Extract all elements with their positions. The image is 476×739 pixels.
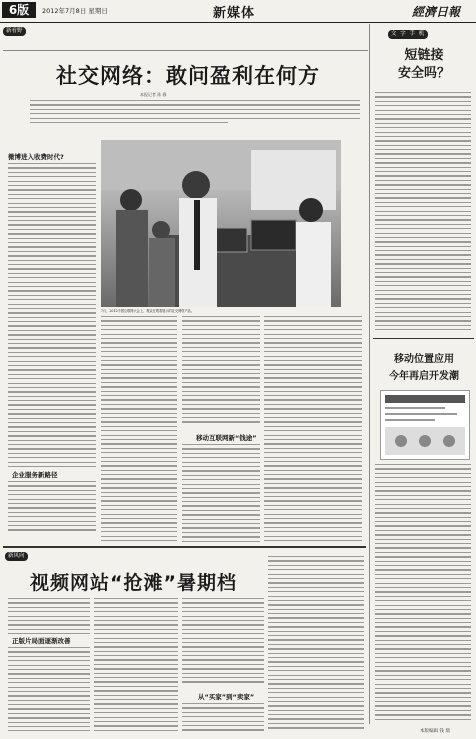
section-divider bbox=[3, 546, 366, 548]
newspaper-logo: 經濟日報 bbox=[412, 5, 461, 19]
article2-col-1a bbox=[8, 598, 90, 634]
sidebar-title-line2: 安全吗？ bbox=[397, 66, 450, 81]
article2-col-4 bbox=[268, 556, 364, 731]
article-tag: 新看野 bbox=[3, 27, 26, 36]
edition-number: 6版 bbox=[2, 2, 36, 18]
divider bbox=[3, 50, 368, 51]
article2-col-3a bbox=[182, 598, 264, 686]
subhead-1: 微博进入收费时代? bbox=[8, 153, 64, 161]
sidebar-graphic bbox=[380, 390, 470, 460]
article2-headline: 视频网站“抢滩”暑期档 bbox=[30, 572, 237, 594]
body-column-2 bbox=[101, 316, 177, 544]
body-column-4 bbox=[264, 316, 362, 544]
app-screen-graphic bbox=[381, 391, 469, 459]
sidebar-article2-text bbox=[375, 464, 471, 721]
photo-exhibition-booth bbox=[101, 140, 341, 307]
subhead-3: 企业服务新路径 bbox=[12, 471, 58, 479]
photo-caption: 7月，2012中国互联网大会上，观众在观看展示的社交网络产品。 bbox=[101, 309, 195, 313]
sidebar-article2-title1: 移动位置应用 bbox=[394, 354, 454, 365]
article2-subhead-1: 正版片局面逐渐改善 bbox=[12, 637, 71, 645]
sidebar-article1-text bbox=[375, 92, 471, 330]
article2-subhead-2: 从“买家”到“卖家” bbox=[198, 693, 255, 701]
article-lead bbox=[30, 100, 360, 132]
sidebar-divider bbox=[373, 338, 474, 339]
body-column-1 bbox=[8, 163, 96, 468]
article2-col-3b bbox=[182, 703, 264, 731]
page-header bbox=[0, 0, 476, 23]
sidebar-tag: 文 字 手 机 bbox=[388, 30, 428, 39]
section-title: 新媒体 bbox=[213, 6, 256, 21]
issue-date: 2012年7月8日 星期日 bbox=[42, 7, 108, 15]
article-headline: 社交网络：敢问盈利在何方 bbox=[56, 64, 320, 88]
subhead-4: 移动互联网新“钱途” bbox=[196, 434, 257, 442]
sidebar-title-line1: 短链接 bbox=[404, 48, 444, 63]
article2-tag: 新风向 bbox=[5, 552, 28, 561]
article-byline: 本报记者 陈 静 bbox=[140, 92, 167, 97]
article-photo bbox=[101, 140, 341, 307]
body-column-3a bbox=[182, 316, 260, 424]
article2-col-2 bbox=[94, 598, 178, 731]
column-divider bbox=[369, 24, 370, 724]
article2-col-1b bbox=[8, 647, 90, 731]
page-editor-credit: 本版编辑 钱 鼎 bbox=[420, 729, 450, 734]
body-column-3b bbox=[182, 444, 260, 544]
body-column-1b bbox=[8, 481, 96, 531]
sidebar-article2-title2: 今年再启开发潮 bbox=[389, 371, 459, 382]
